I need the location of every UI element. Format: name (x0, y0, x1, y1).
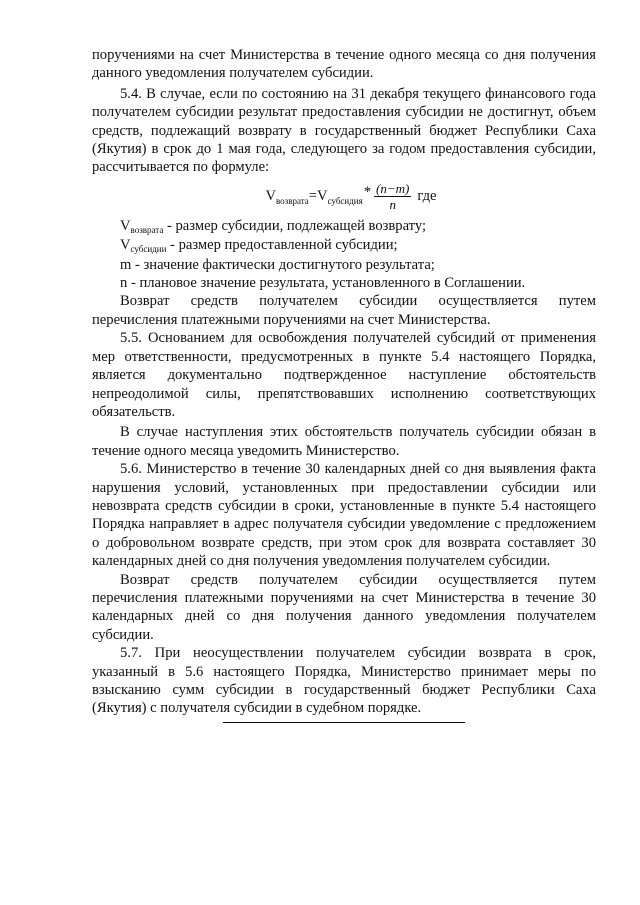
definition-v-refund: $V_{возврата}$ - размер субсидии, подлежащей возврату; (120, 217, 427, 235)
paragraph-5-6: 5.6. Министерство в течение 30 календарных дней со дня выявления факта нарушения условий, установленных при предоставлении субсидии или невозврата средств субсидии в сроки, установленные в пункте 5.4 настоящего Порядка направляет в адрес получателя субсидии уведомление с предложением о добровольном возврате средств, при этом срок для возврата составляет 30 календарных дней со дня получения уведомления получателем субсидии. (92, 461, 596, 570)
formula-v-refund: $V_{возврата}$ (265, 188, 309, 207)
definition-n: n - плановое значение результата, установленного в Соглашении. (120, 275, 526, 292)
formula-multiply: * (363, 184, 372, 201)
formula-numerator: (n−m) (376, 181, 410, 197)
paragraph-force-majeure: В случае наступления этих обстоятельств получатель субсидии обязан в течение одного месяца уведомить Министерство. (92, 424, 596, 459)
formula-fraction (374, 181, 411, 212)
formula-v-subsidy: $V_{субсидия}$ (317, 188, 363, 207)
paragraph-5-7: 5.7. При неосуществлении получателем субсидии возврата в срок, указанный в 5.6 настоящего Порядка, Министерство принимает меры по взысканию сумм субсидии в государственный бюджет Республики Саха (Якутия) с получателя субсидии в судебном порядке. (92, 645, 596, 717)
paragraph-5-4: 5.4. В случае, если по состоянию на 31 декабря текущего финансового года получателем субсидии результат предоставления субсидии не достигнут, объем средств, подлежащий возврату в государственный бюджет Республики Саха (Якутия) в срок до 1 мая года, следующего за годом предоставления субсидии, рассчитывается по формуле: (92, 85, 596, 176)
paragraph-refund-method: Возврат средств получателем субсидии осуществляется путем перечисления платежными поручениями на счет Министерства. (92, 293, 596, 328)
definition-v-subsidy: $V_{субсидии}$ - размер предоставленной субсидии; (120, 237, 398, 255)
paragraph-continuation: поручениями на счет Министерства в течение одного месяца со дня получения данного уведомления получателем субсидии. (92, 47, 596, 82)
formula-equals: = (308, 188, 318, 205)
paragraph-refund-30-days: Возврат средств получателем субсидии осуществляется путем перечисления платежными поручениями на счет Министерства в течение 30 календарных дней со дня получения данного уведомления получателем субсидии. (92, 571, 596, 643)
formula-where: где (417, 188, 437, 205)
refund-formula (106, 177, 596, 217)
end-of-document-divider (223, 722, 465, 723)
formula-denominator: n (389, 197, 396, 213)
document-body (92, 46, 596, 718)
definition-m: m - значение фактически достигнутого результата; (120, 256, 435, 273)
paragraph-5-5: 5.5. Основанием для освобождения получателей субсидий от применения мер ответственности, предусмотренных в пункте 5.4 настоящего Порядка, является документально подтвержденное наступление обстоятельств непреодолимой силы, препятствовавших исполнению соответствующих обязательств. (92, 330, 596, 420)
